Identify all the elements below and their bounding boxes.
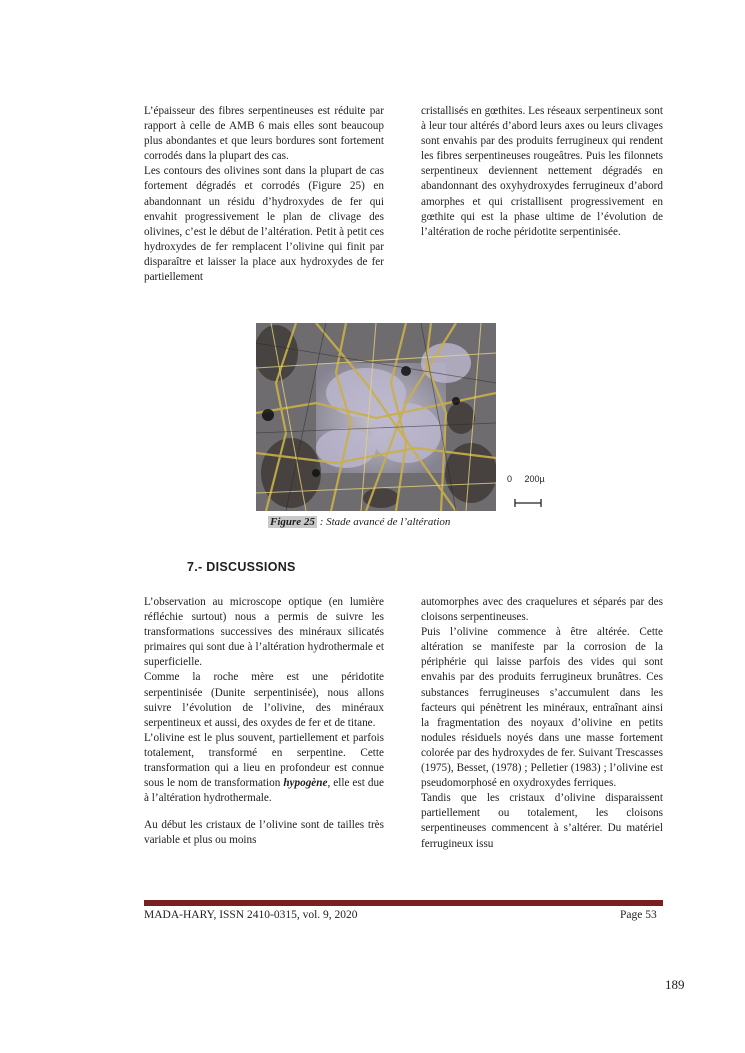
bottom-left-column xyxy=(144,595,384,849)
scale-bar xyxy=(514,498,542,508)
paragraph: Tandis que les cristaux d’olivine disparaissent partiellement ou totalement, les cloisons serpentineuses commencent à s’altérer. Du matériel ferrugineux issu xyxy=(421,792,663,850)
footer-journal: MADA-HARY, ISSN 2410-0315, vol. 9, 2020 xyxy=(144,909,358,921)
paragraph: automorphes avec des craquelures et séparés par des cloisons serpentineuses. xyxy=(421,596,663,624)
paragraph: Les contours des olivines sont dans la plupart de cas fortement dégradés et corrodés (Figure 25) en abandonnant un résidu d’hydroxydes de fer qui envahit progressivement le plan de clivage des olivines, c’est le début de l’altération. Petit à petit ces hydroxydes de fer remplacent l’olivine qui finit par disparaître et laisser la place aux hydroxydes de fer partiellement xyxy=(144,165,384,284)
emphasis-hypogene: hypogène xyxy=(283,777,328,790)
paragraph: Puis l’olivine commence à être altérée. Cette altération se manifeste par la corrosion de la périphérie qui laisse parfois des vides qui sont envahis par des produits ferrugineux brunâtres. Ces substances ferrugineuses s’accumulent dans les facteurs qui pénètrent les minéraux, entraînant ainsi la fragmentation des noyaux d’olivine en petits nodules résiduels noyés dans une masse fortement colorée par des hydroxydes de fer. Suivant Trescasses (1975), Besset, (1978) ; Pelletier (1983) ; l’olivine est pseudomorphosé en oxydroxydes ferriques. xyxy=(421,626,663,790)
footer-rule xyxy=(144,900,663,906)
paragraph: L’épaisseur des fibres serpentineuses est réduite par rapport à celle de AMB 6 mais elles sont beaucoup plus abondantes et que leurs bordures sont fortement corrodés dans la plupart des cas. xyxy=(144,105,384,163)
top-right-column xyxy=(421,104,663,240)
paragraph: cristallisés en gœthites. Les réseaux serpentineux sont à leur tour altérés d’abord leurs axes ou leurs clivages sont envahis par des produits ferrugineux qui rendent les fibres serpentineuses rougeâtres. Puis les filonnets serpentineux deviennent nettement dégradés en abandonnant des oxyhydroxydes ferrugineux d’abord amorphes et qui cristallisent progressivement en gœthite qui est la phase ultime de l’évolution de l’altération de roche péridotite serpentinisée. xyxy=(421,105,663,238)
paragraph: L’observation au microscope optique (en lumière réfléchie surtout) nous a permis de suivre les transformations successives des minéraux silicatés primaires qui sont due à l’altération hydrothermale et superficielle. xyxy=(144,596,384,669)
paragraph-text: , elle est due à l’altération hydrothermale. xyxy=(144,777,385,805)
scale-label: 0 200µ xyxy=(507,474,545,484)
paragraph: Comme la roche mère est une péridotite serpentinisée (Dunite serpentinisée), nous allons suivre l’évolution de l’olivine, des minéraux serpentineux et aussi, des oxydes de fer et de titane. xyxy=(144,671,384,729)
paragraph xyxy=(144,731,384,806)
footer-page-label: Page 53 xyxy=(620,909,657,921)
paragraph: Au début les cristaux de l’olivine sont de tailles très variable et plus ou moins xyxy=(144,819,384,847)
figure-caption-text: : Stade avancé de l’altération xyxy=(316,516,451,528)
top-left-column xyxy=(144,104,384,285)
page-number: 189 xyxy=(665,977,685,992)
figure-caption xyxy=(268,516,450,528)
bottom-right-column xyxy=(421,595,663,852)
micrograph-figure xyxy=(256,323,496,511)
micrograph-image xyxy=(256,323,496,511)
paragraph-text: L’olivine est le plus souvent, partiellement et parfois totalement, transformé en serpentine. Cette transformation qui a lieu en profondeur est connue sous le nom de transformation xyxy=(144,731,384,790)
figure-label: Figure 25 xyxy=(270,516,315,528)
section-heading: 7.- DISCUSSIONS xyxy=(187,560,296,574)
